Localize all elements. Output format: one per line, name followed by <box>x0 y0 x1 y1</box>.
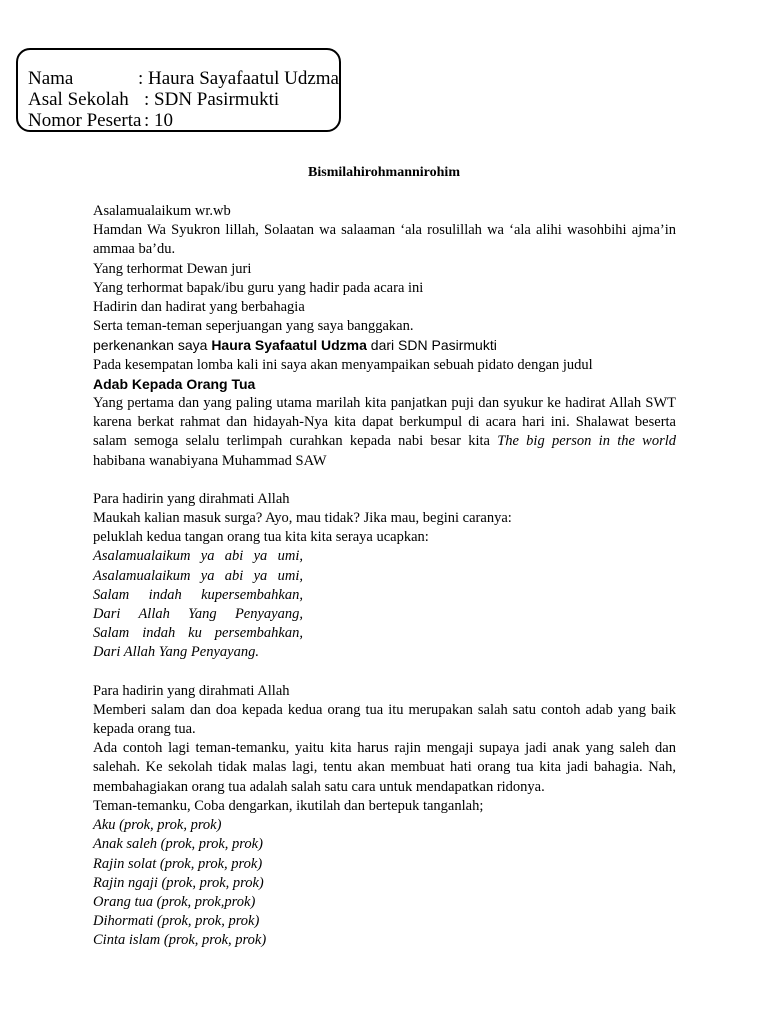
chant-line: Cinta islam (prok, prok, prok) <box>93 932 267 949</box>
clap-chant <box>93 816 676 950</box>
opening-praise: Hamdan Wa Syukron lillah, Solaatan wa salaaman ‘ala rosulillah wa ‘ala alihi wasohbihi ajma’in ammaa ba’du. <box>93 222 676 258</box>
example-paragraph: Ada contoh lagi teman-temanku, yaitu kita harus rajin mengaji supaya jadi anak yang saleh dan salehah. Ke sekolah tidak malas lagi, tentu akan membuat hati orang tua kita jadi bahagia. Nah, membahagiakan orang tua adalah salah satu cara untuk mendapatkan ridonya. <box>93 740 676 795</box>
address-audience: Hadirin dan hadirat yang berbahagia <box>93 299 305 316</box>
school-label: Asal Sekolah <box>28 89 129 110</box>
self-introduction <box>93 336 676 355</box>
audience-greeting-1: Para hadirin yang dirahmati Allah <box>93 490 290 507</box>
address-teachers: Yang terhormat bapak/ibu guru yang hadir pada acara ini <box>93 279 424 296</box>
gratitude-italic: The big person in the world <box>497 433 676 450</box>
name-label: Nama <box>28 68 74 89</box>
address-jury: Yang terhormat Dewan juri <box>93 260 252 277</box>
speaker-name: Haura Syafaatul Udzma <box>211 337 367 354</box>
greeting-verse <box>93 547 303 662</box>
verse-line: Asalamualaikum ya abi ya umi, <box>93 567 303 584</box>
intro-suffix: dari SDN Pasirmukti <box>366 337 497 354</box>
verse-line: Salam indah ku persembahkan, <box>93 625 303 642</box>
chant-line: Aku (prok, prok, prok) <box>93 817 222 834</box>
instruction-line: peluklah kedua tangan orang tua kita kita seraya ucapkan: <box>93 529 429 546</box>
speech-body <box>93 202 676 951</box>
verse-line: Asalamualaikum ya abi ya umi, <box>93 548 303 565</box>
gratitude-text: Yang pertama dan yang paling utama marilah kita panjatkan puji dan syukur ke hadirat Allah SWT karena berkat rahmat dan hidayah-Nya kita dapat berkumpul di acara hari ini. Shalawat beserta salam semoga selalu terlimpah curahkan kepada nabi besar kita <box>93 395 676 450</box>
verse-line: Dari Allah Yang Penyayang. <box>93 644 259 661</box>
topic-intro: Pada kesempatan lomba kali ini saya akan menyampaikan sebuah pidato dengan judul <box>93 356 593 373</box>
participant-info-box <box>16 48 341 132</box>
school-row <box>28 89 339 110</box>
verse-line: Dari Allah Yang Penyayang, <box>93 606 303 623</box>
name-value: : Haura Sayafaatul Udzma <box>138 68 339 89</box>
audience-greeting-2: Para hadirin yang dirahmati Allah <box>93 682 290 699</box>
verse-line: Salam indah kupersembahkan, <box>93 586 303 603</box>
chant-line: Rajin solat (prok, prok, prok) <box>93 855 263 872</box>
participant-number-row <box>28 110 339 131</box>
intro-prefix: perkenankan saya <box>93 337 212 354</box>
gratitude-end: habibana wanabiyana Muhammad SAW <box>93 452 327 469</box>
opening-greeting: Asalamualaikum wr.wb <box>93 203 231 219</box>
question-line: Maukah kalian masuk surga? Ayo, mau tidak? Jika mau, begini caranya: <box>93 510 512 527</box>
school-value: : SDN Pasirmukti <box>144 89 280 110</box>
address-friends: Serta teman-teman seperjuangan yang saya banggakan. <box>93 318 414 335</box>
participant-number-value: : 10 <box>144 110 174 131</box>
name-row <box>28 68 339 89</box>
chant-line: Rajin ngaji (prok, prok, prok) <box>93 874 264 891</box>
chant-line: Orang tua (prok, prok,prok) <box>93 893 256 910</box>
clap-instruction: Teman-temanku, Coba dengarkan, ikutilah dan bertepuk tanganlah; <box>93 797 484 814</box>
manners-paragraph: Memberi salam dan doa kepada kedua orang tua itu merupakan salah satu contoh adab yang baik kepada orang tua. <box>93 701 676 738</box>
chant-line: Dihormati (prok, prok, prok) <box>93 913 260 930</box>
participant-number-label: Nomor Peserta <box>28 110 142 131</box>
speech-heading: Adab Kepada Orang Tua <box>93 375 256 392</box>
document-title: Bismilahirohmannirohim <box>308 165 460 180</box>
chant-line: Anak saleh (prok, prok, prok) <box>93 836 263 853</box>
gratitude-paragraph <box>93 394 676 471</box>
